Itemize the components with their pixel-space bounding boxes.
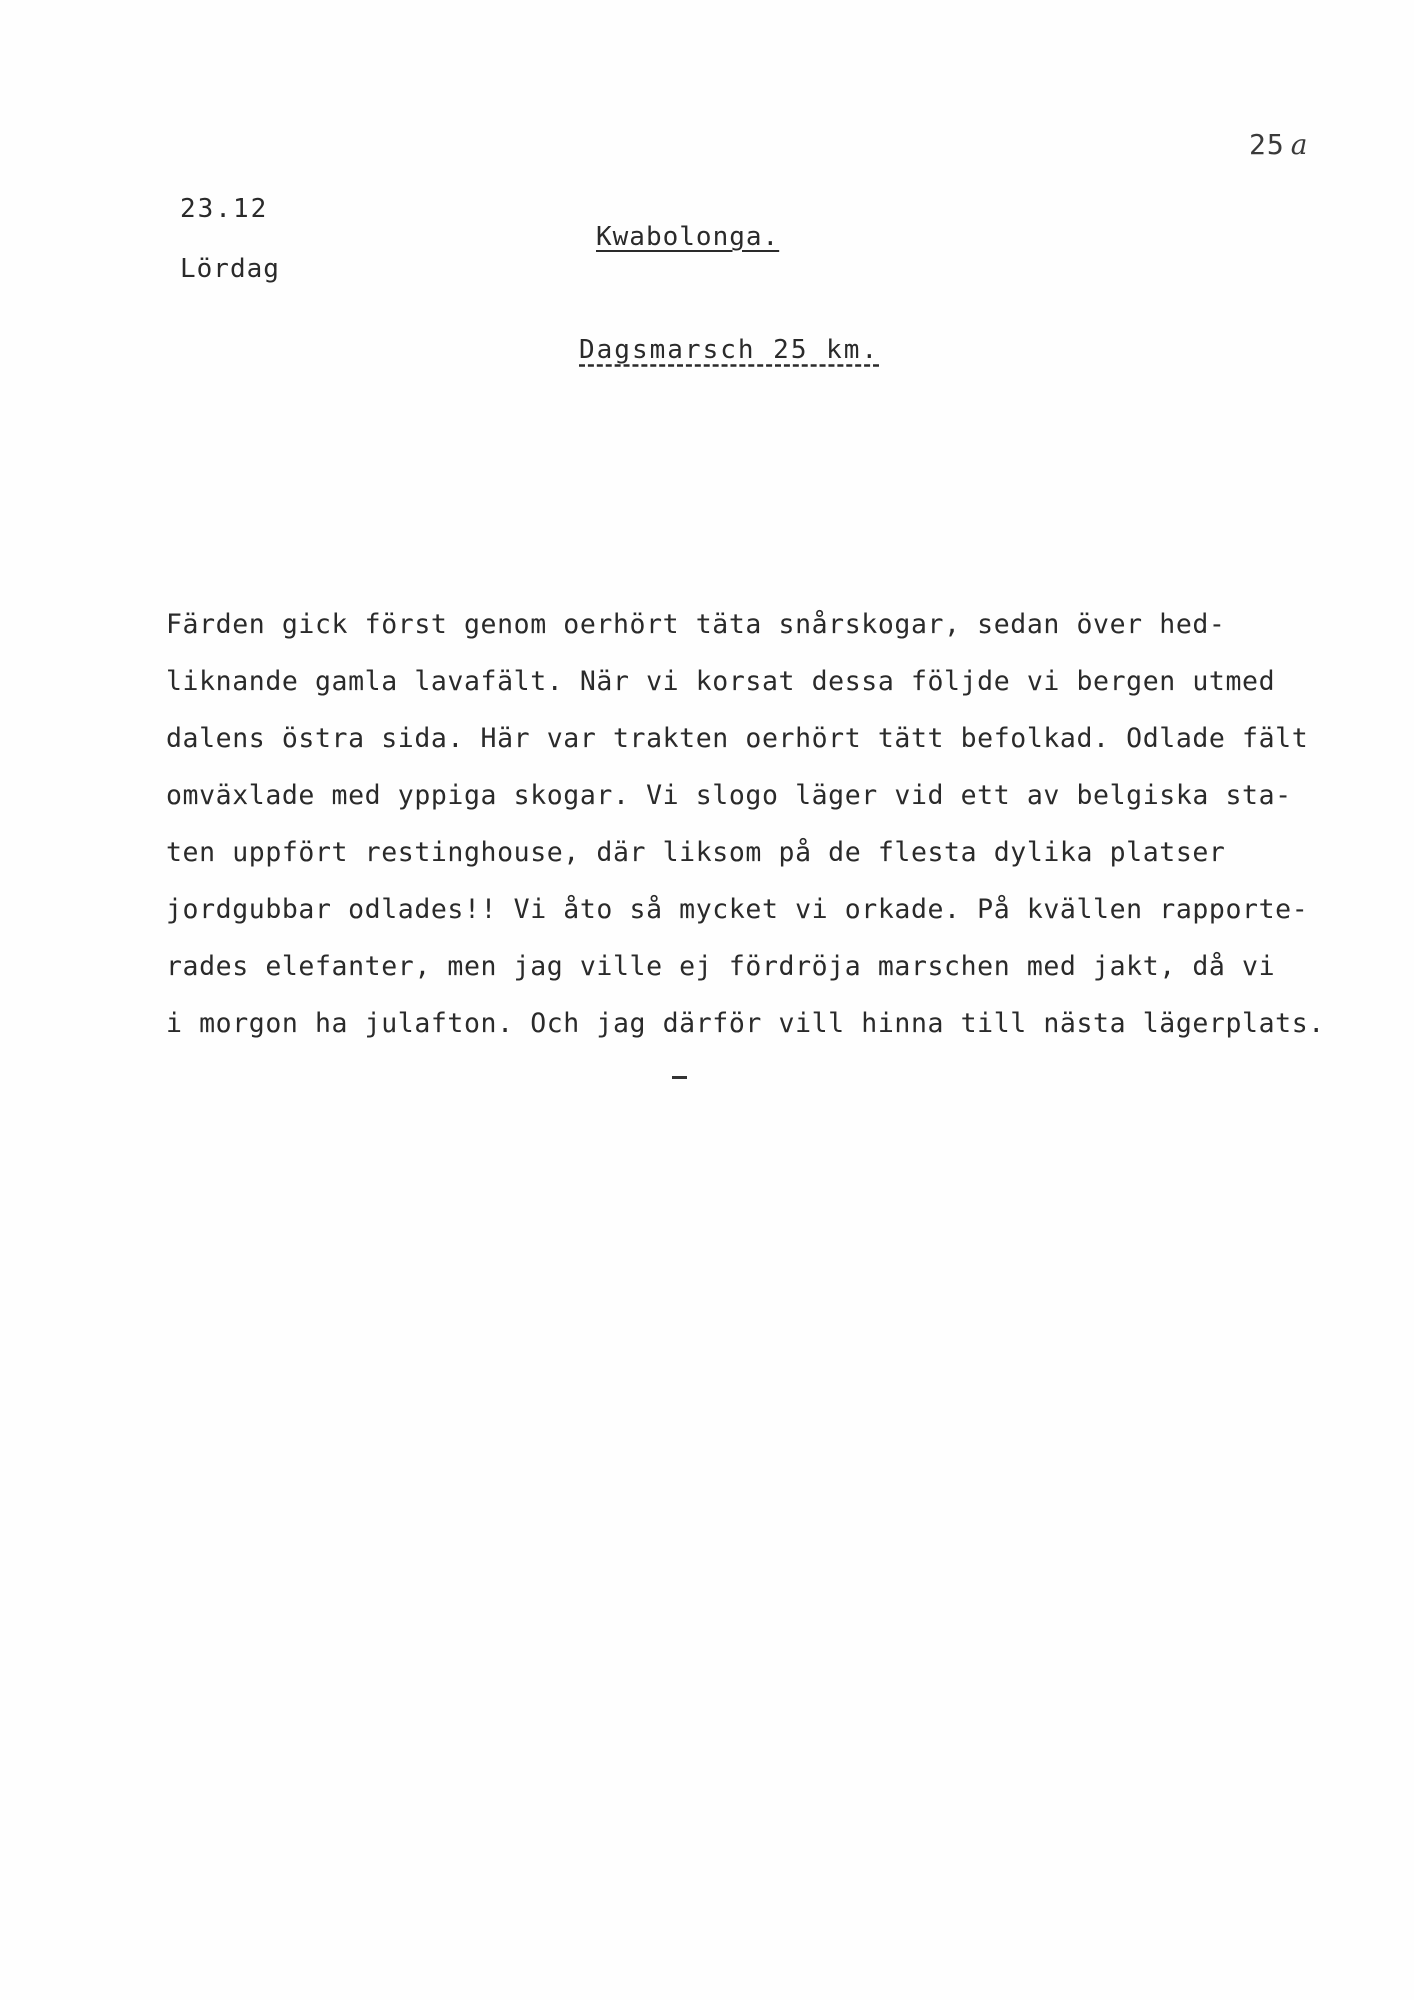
body-line: Färden gick först genom oerhört täta snårskogar, sedan över hed-	[166, 609, 1226, 640]
page-number-value: 25	[1249, 128, 1285, 161]
body-line: dalens östra sida. Här var trakten oerhört tätt befolkad. Odlade fält	[166, 723, 1309, 754]
body-paragraph	[166, 596, 1391, 1052]
body-line: liknande gamla lavafält. När vi korsat dessa följde vi bergen utmed	[166, 666, 1276, 697]
day-march-heading: Dagsmarsch 25 km.	[579, 335, 880, 365]
body-line: jordgubbar odlades!! Vi åto så mycket vi orkade. På kvällen rapporte-	[166, 894, 1309, 925]
body-line: rades elefanter, men jag ville ej fördröja marschen med jakt, då vi	[166, 951, 1276, 982]
body-line: omväxlade med yppiga skogar. Vi slogo läger vid ett av belgiska sta-	[166, 780, 1292, 811]
page-number-suffix: a	[1290, 128, 1309, 161]
entry-weekday: Lördag	[180, 254, 280, 284]
end-dash	[672, 1076, 687, 1079]
body-line: ten uppfört restinghouse, där liksom på de flesta dylika platser	[166, 837, 1226, 868]
page-number	[1249, 128, 1308, 161]
body-line: i morgon ha julafton. Och jag därför vill hinna till nästa lägerplats.	[166, 1008, 1325, 1039]
place-heading: Kwabolonga.	[596, 222, 780, 252]
entry-date: 23.12	[180, 194, 269, 224]
